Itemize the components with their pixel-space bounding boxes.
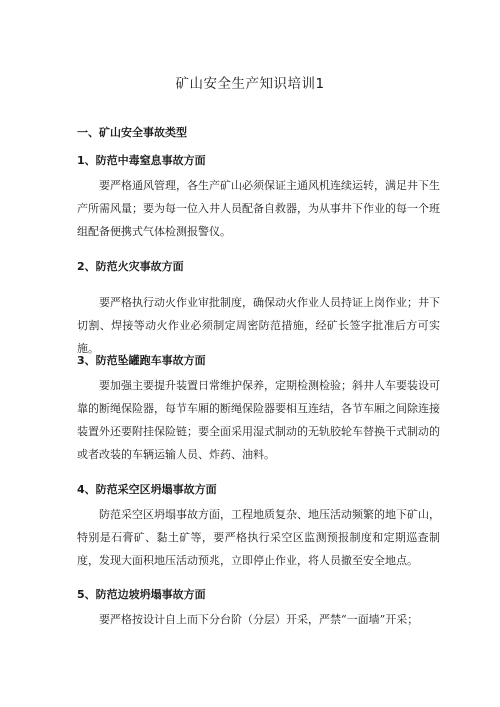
item-heading-3: 3、防范坠罐跑车事故方面 [77, 354, 206, 367]
item-heading-1: 1、防范中毒窒息事故方面 [77, 154, 206, 167]
item-body-2: 要严格执行动火作业审批制度，确保动火作业人员持证上岗作业；井下切割、焊接等动火作业必须制定周密防范措施，经矿长签字批准后方可实施。 [77, 296, 440, 355]
section-heading: 一、矿山安全事故类型 [77, 126, 187, 139]
item-body-3: 要加强主要提升装置日常维护保养，定期检测检验；斜井人车要装设可靠的断绳保险器，每节车厢的断绳保险器要相互连结，各节车厢之间除连接装置外还要附挂保险链；要全面采用湿式制动的无轨胶轮车替换干式制动的或者改装的车辆运输人员、炸药、油料。 [77, 379, 440, 461]
item-body-5: 要严格按设计自上而下分台阶（分层）开采，严禁“一面墙”开采； [99, 613, 419, 626]
item-heading-5: 5、防范边坡坍塌事故方面 [77, 588, 206, 601]
item-heading-4: 4、防范采空区坍塌事故方面 [77, 483, 217, 496]
item-body-4: 防范采空区坍塌事故方面，工程地质复杂、地压活动频繁的地下矿山，特别是石膏矿、黏土矿等，要严格执行采空区监测预报制度和定期巡查制度，发现大面积地压活动预兆，立即停止作业，将人员撤至安全地点。 [77, 508, 440, 567]
document-title: 矿山安全生产知识培训1 [175, 76, 325, 92]
item-body-1: 要严格通风管理，各生产矿山必须保证主通风机连续运转，满足井下生产所需风量；要为每一位入井人员配备自救器，为从事井下作业的每一个班组配备便携式气体检测报警仪。 [77, 179, 440, 238]
item-heading-2: 2、防范火灾事故方面 [77, 260, 184, 273]
